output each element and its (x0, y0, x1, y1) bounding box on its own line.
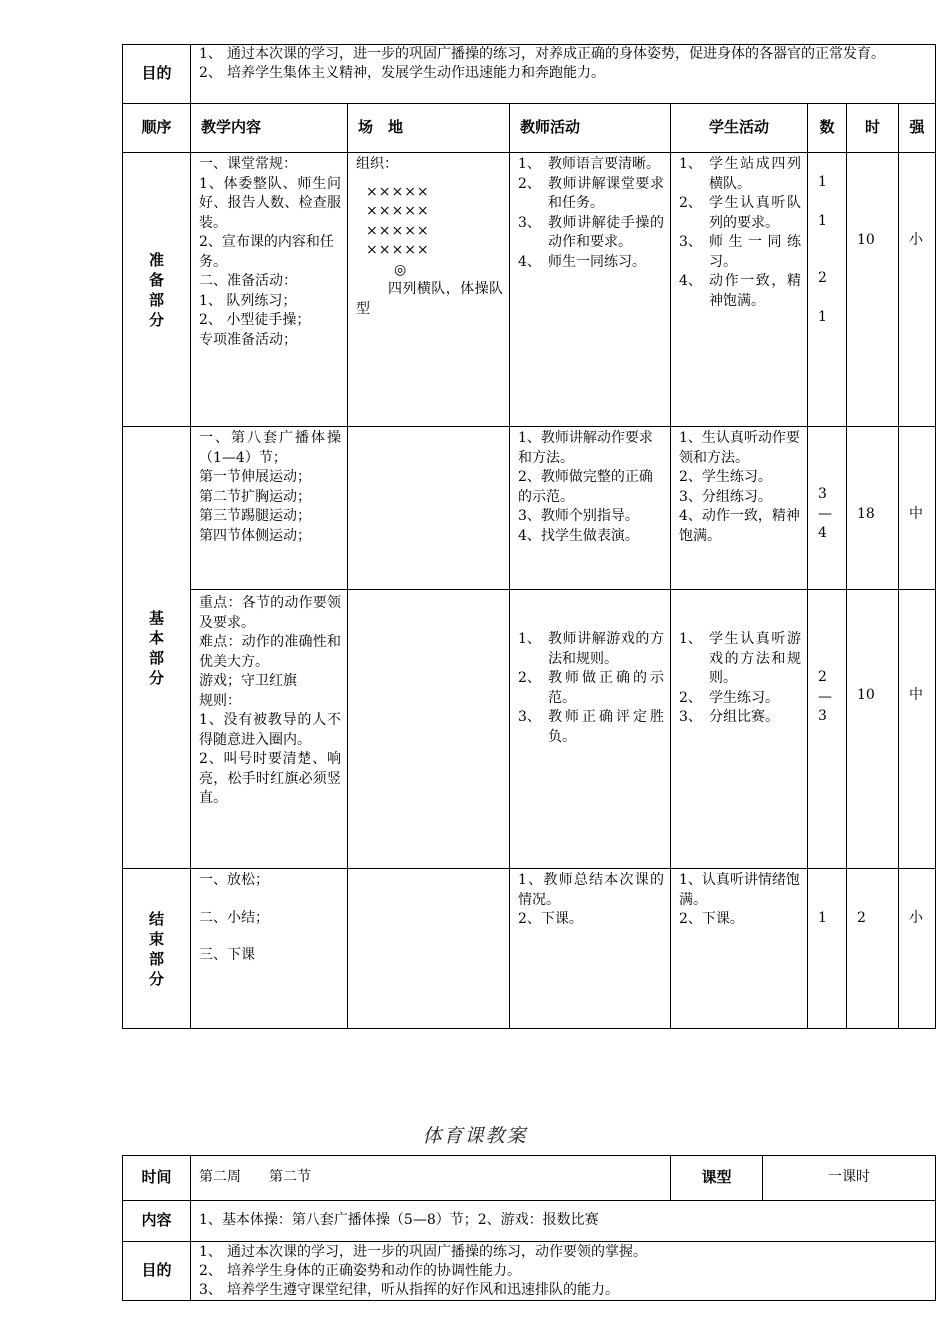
end-time: 2 (847, 869, 899, 1029)
prep-content: 一、课堂常规： 1、体委整队、师生问好、报告人数、检查服装。 2、宣布课的内容和任务。 二、准备活动： 1、 队列练习； 2、 小型徒手操； 专项准备活动； (191, 153, 348, 427)
header-count: 数 (808, 104, 847, 153)
basic-intensity-1: 中 (899, 427, 936, 590)
basic-venue-2 (348, 590, 510, 869)
basic-time-1: 18 (847, 427, 899, 590)
end-student: 1、认真听讲情绪饱满。 2、下课。 (671, 869, 808, 1029)
time-value: 第二周 第二节 (191, 1156, 671, 1201)
header-time: 时 (847, 104, 899, 153)
list-item: 1、 学生认真听游戏的方法和规则。 (679, 631, 801, 686)
basic-intensity-2: 中 (899, 590, 936, 869)
section-basic: 基 本 部 分 (123, 427, 191, 869)
list-item: 1、 学生站成四列横队。 (679, 156, 801, 192)
header-order: 顺序 (123, 104, 191, 153)
end-venue (348, 869, 510, 1029)
objective-item: 2、 培养学生集体主义精神，发展学生动作迅速能力和奔跑能力。 (199, 65, 605, 81)
list-item: 1、 教师语言要清晰。 (518, 156, 660, 172)
section-end: 结 束 部 分 (123, 869, 191, 1029)
prep-student (671, 153, 808, 427)
basic-content-2: 重点：各节的动作要领及要求。 难点：动作的准确性和优美大方。 游戏；守卫红旗 规则： 1、没有被教导的人不得随意进入圈内。 2、叫号时要清楚、响亮，松手时红旗必须竖直。 (191, 590, 348, 869)
basic-count-1: 3 — 4 (808, 427, 847, 590)
formation-row: ××××× (366, 183, 430, 200)
list-item: 2、 学生练习。 (679, 689, 779, 706)
end-count: 1 (808, 869, 847, 1029)
objective-item: 1、 通过本次课的学习，进一步的巩固广播操的练习，对养成正确的身体姿势，促进身体的各器官的正常发育。 (199, 46, 885, 62)
lesson-plan-table-1 (122, 44, 936, 1029)
objective-item: 1、 通过本次课的学习，进一步的巩固广播操的练习，动作要领的掌握。 (199, 1244, 647, 1260)
list-item: 3、 分组比赛。 (679, 709, 779, 725)
end-content: 一、放松； 二、小结； 三、下课 (191, 869, 348, 1029)
formation-row: ××××× (366, 242, 430, 258)
list-item: 2、 教师做正确的示范。 (518, 670, 664, 706)
teacher-position-marker: ◎ (394, 261, 407, 278)
section-prep: 准 备 部 分 (123, 153, 191, 427)
list-item: 2、 教师讲解课堂要求和任务。 (518, 175, 664, 211)
basic-time-2: 10 (847, 590, 899, 869)
basic-teacher-1: 1、教师讲解动作要求和方法。 2、教师做完整的正确的示范。 3、教师个别指导。 4、找学生做表演。 (510, 427, 671, 590)
list-item: 3、 教师正确评定胜负。 (518, 709, 664, 745)
basic-teacher-2 (510, 590, 671, 869)
header-student: 学生活动 (671, 104, 808, 153)
end-teacher: 1、教师总结本次课的情况。 2、下课。 (510, 869, 671, 1029)
formation-row: ××××× (366, 222, 430, 239)
content-value: 1、基本体操：第八套广播体操（5—8）节；2、游戏：报数比赛 (191, 1201, 936, 1242)
type-value: 一课时 (763, 1156, 936, 1201)
prep-counts: 1 1 2 1 (808, 153, 847, 427)
basic-venue-1 (348, 427, 510, 590)
header-content: 教学内容 (191, 104, 348, 153)
prep-teacher (510, 153, 671, 427)
prep-time: 10 (847, 153, 899, 427)
header-teacher: 教师活动 (510, 104, 671, 153)
end-intensity: 小 (899, 869, 936, 1029)
objective-item: 2、 培养学生身体的正确姿势和动作的协调性能力。 (199, 1263, 521, 1279)
formation-row: ××××× (366, 203, 430, 219)
type-label: 课型 (671, 1156, 763, 1201)
lesson-plan-title: 体育课教案 (422, 1125, 528, 1147)
list-item: 1、 教师讲解游戏的方法和规则。 (518, 631, 664, 667)
objective-list (191, 45, 936, 104)
list-item: 4、 动作一致，精神饱满。 (679, 273, 801, 309)
venue-label: 组织： (356, 156, 398, 172)
basic-student-2 (671, 590, 808, 869)
time-label: 时间 (123, 1156, 191, 1201)
prep-intensity: 小 (899, 153, 936, 427)
header-venue: 场 地 (348, 104, 510, 153)
formation-description: 四列横队，体操队型 (356, 281, 503, 317)
basic-count-2: 2 — 3 (808, 590, 847, 869)
objective-list-2 (191, 1242, 936, 1301)
prep-venue (348, 153, 510, 427)
header-intensity: 强 (899, 104, 936, 153)
objective-item: 3、 培养学生遵守课堂纪律，听从指挥的好作风和迅速排队的能力。 (199, 1282, 619, 1298)
lesson-plan-table-2 (122, 1155, 936, 1301)
list-item: 2、 学生认真听队列的要求。 (679, 195, 801, 231)
content-label: 内容 (123, 1201, 191, 1242)
list-item: 3、 教师讲解徒手操的动作和要求。 (518, 214, 664, 250)
basic-student-1: 1、生认真听动作要领和方法。 2、学生练习。 3、分组练习。 4、动作一致，精神饱满。 (671, 427, 808, 590)
list-item: 4、 师生一同练习。 (518, 253, 646, 270)
list-item: 3、 师生一同练习。 (679, 234, 801, 270)
objective-label-2: 目的 (123, 1242, 191, 1301)
objective-label: 目的 (123, 45, 191, 104)
basic-content-1: 一、第八套广播体操（1—4）节； 第一节伸展运动； 第二节扩胸运动； 第三节踢腿运动； 第四节体侧运动； (191, 427, 348, 590)
